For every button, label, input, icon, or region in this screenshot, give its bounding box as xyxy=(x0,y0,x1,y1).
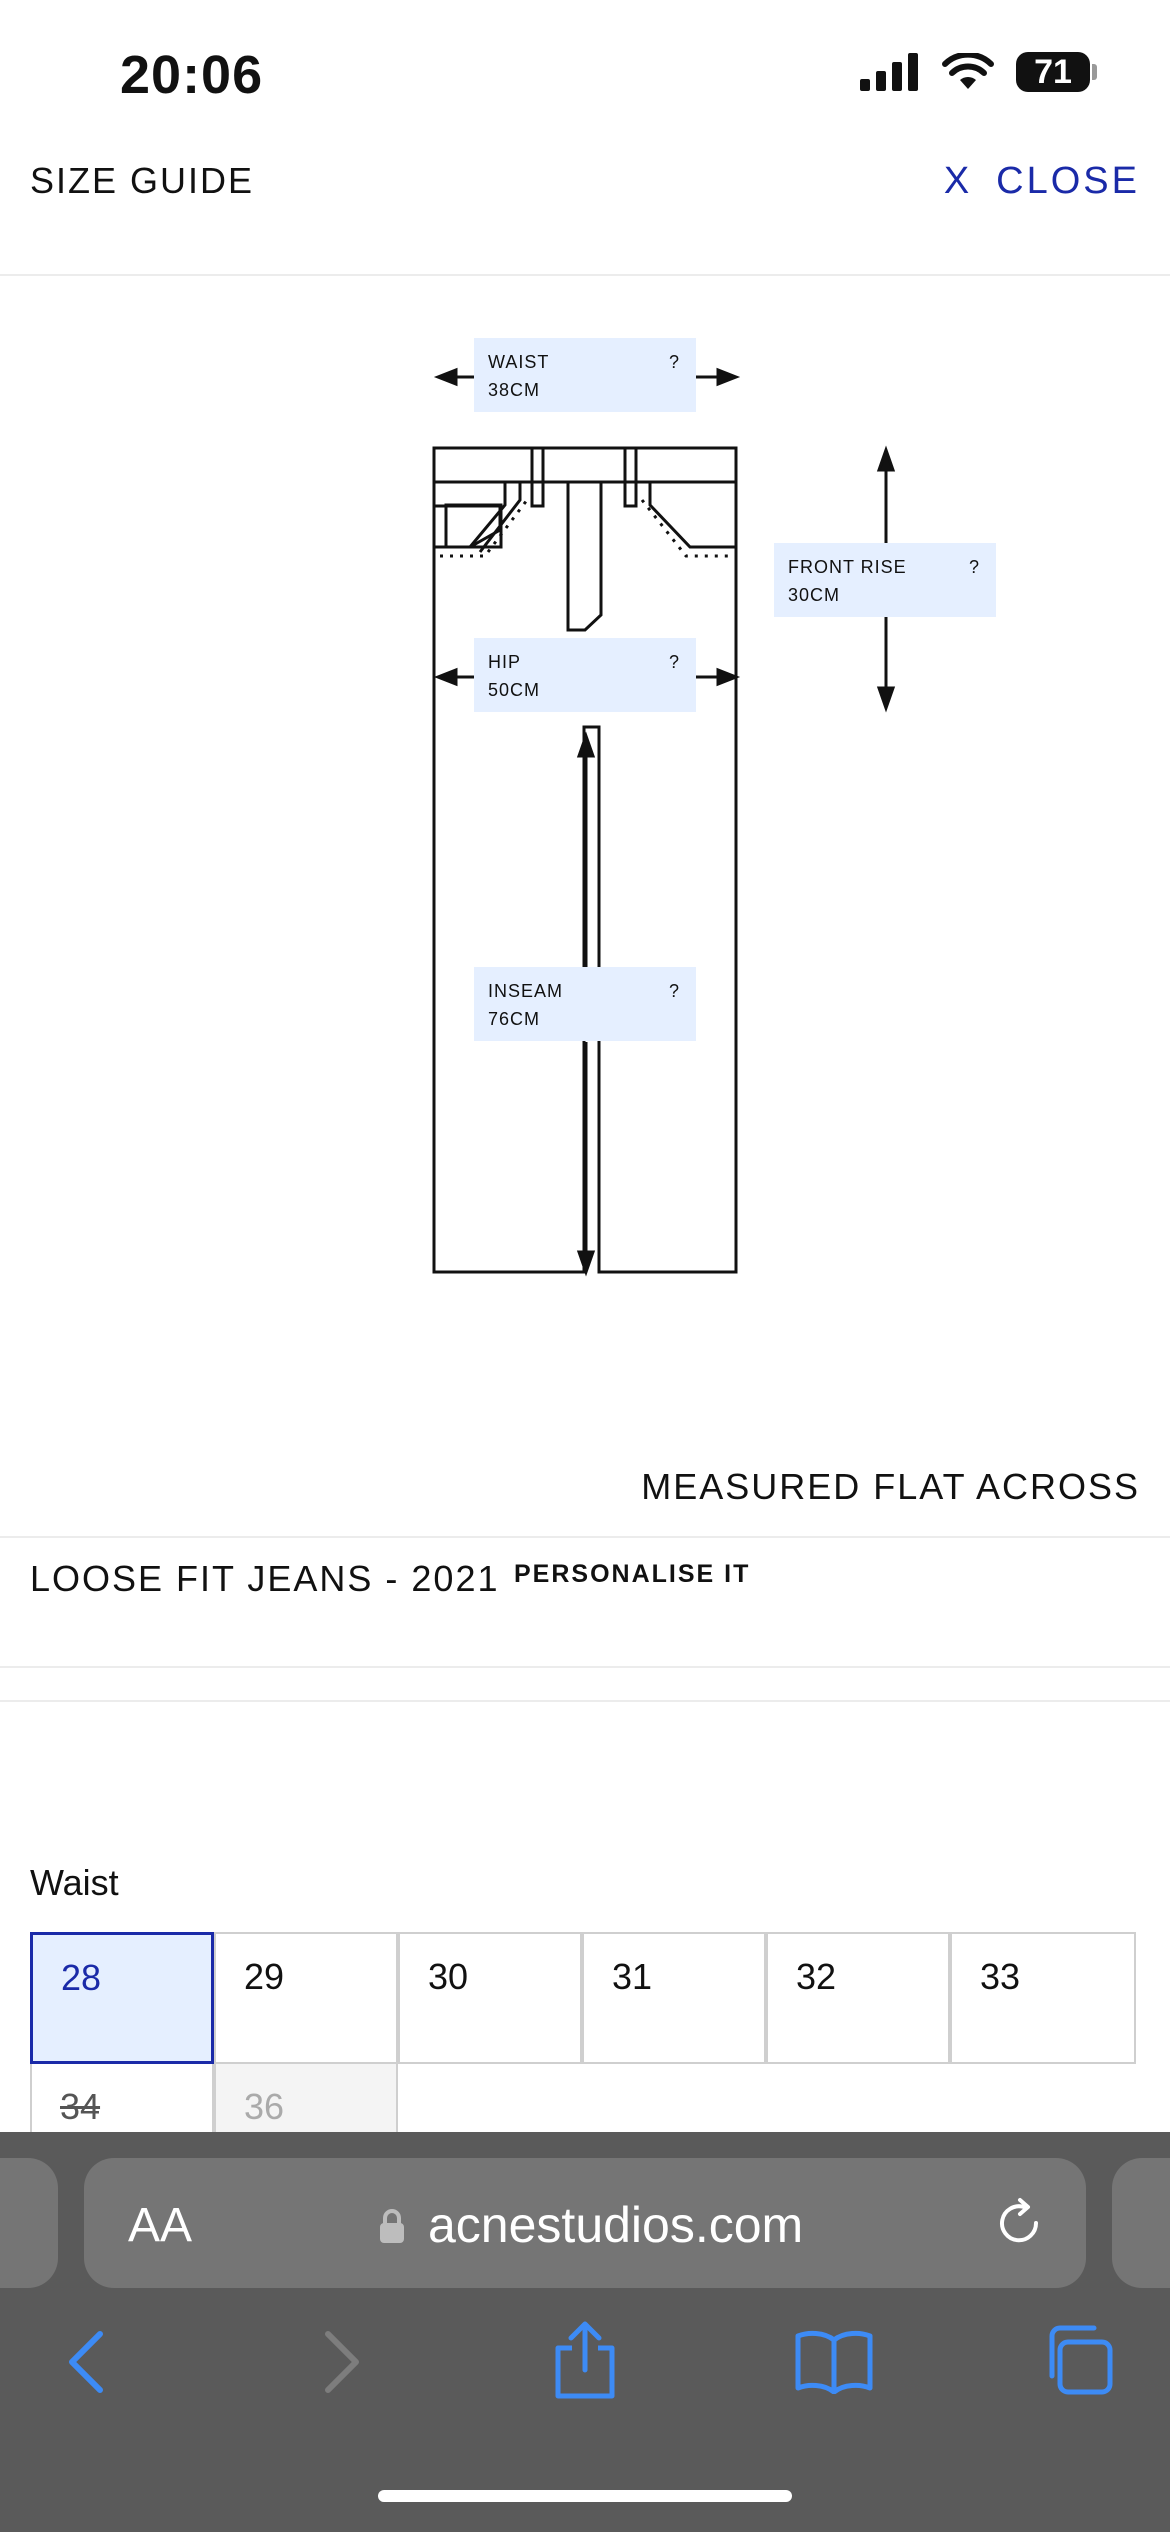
product-name: LOOSE FIT JEANS - 2021 xyxy=(30,1558,500,1599)
header-divider xyxy=(0,274,1170,276)
back-icon[interactable] xyxy=(62,2330,112,2394)
bookmarks-icon[interactable] xyxy=(794,2328,874,2394)
hip-value: 50CM xyxy=(488,680,541,700)
size-option-29[interactable]: 29 xyxy=(214,1932,398,2064)
size-option-30[interactable]: 30 xyxy=(398,1932,582,2064)
section-divider xyxy=(0,1666,1170,1668)
size-option-28[interactable]: 28 xyxy=(30,1932,214,2064)
front-rise-label[interactable] xyxy=(774,543,996,617)
inseam-help-icon[interactable]: ? xyxy=(668,981,680,1001)
home-indicator xyxy=(378,2490,792,2502)
front-rise-title: FRONT RISE xyxy=(788,557,907,577)
forward-icon xyxy=(316,2330,366,2394)
battery-indicator xyxy=(1016,52,1090,92)
hip-label[interactable] xyxy=(474,638,696,712)
size-option-34[interactable]: 34 xyxy=(30,2062,214,2194)
inseam-value: 76CM xyxy=(488,1009,541,1029)
waist-value: 38CM xyxy=(488,380,541,400)
size-option-31[interactable]: 31 xyxy=(582,1932,766,2064)
close-label[interactable]: CLOSE xyxy=(996,160,1140,202)
reload-icon[interactable] xyxy=(992,2196,1046,2250)
size-option-33[interactable]: 33 xyxy=(950,1932,1136,2064)
measured-note: MEASURED FLAT ACROSS xyxy=(641,1466,1140,1507)
waist-help-icon[interactable]: ? xyxy=(668,352,680,372)
close-button[interactable] xyxy=(944,160,1140,203)
section-divider xyxy=(0,1700,1170,1702)
inseam-label[interactable] xyxy=(474,967,696,1041)
page-title: SIZE GUIDE xyxy=(30,160,255,201)
size-option-36: 36 xyxy=(214,2062,398,2194)
next-tab-preview[interactable] xyxy=(1112,2158,1170,2288)
size-table-label: Waist xyxy=(30,1862,119,1903)
hip-help-icon[interactable]: ? xyxy=(668,652,680,672)
battery-level: 71 xyxy=(1034,52,1072,91)
front-rise-help-icon[interactable]: ? xyxy=(968,557,980,577)
section-divider xyxy=(0,1536,1170,1538)
front-rise-value: 30CM xyxy=(788,585,841,605)
waist-label[interactable] xyxy=(474,338,696,412)
close-icon[interactable]: X xyxy=(943,160,973,202)
url-domain[interactable]: acnestudios.com xyxy=(428,2197,804,2253)
waist-title: WAIST xyxy=(488,352,550,372)
status-time: 20:06 xyxy=(120,45,264,105)
lock-icon xyxy=(378,2208,406,2244)
personalise-link[interactable]: PERSONALISE IT xyxy=(514,1560,751,1588)
size-option-32[interactable]: 32 xyxy=(766,1932,950,2064)
wifi-icon xyxy=(942,53,994,91)
cellular-signal-icon xyxy=(860,53,920,91)
text-size-label[interactable]: AA xyxy=(128,2199,193,2252)
share-icon[interactable] xyxy=(550,2320,620,2400)
inseam-title: INSEAM xyxy=(488,981,564,1001)
jeans-diagram xyxy=(0,280,1170,1300)
text-size-button[interactable] xyxy=(128,2198,192,2253)
status-icons xyxy=(860,52,1090,92)
hip-title: HIP xyxy=(488,652,522,672)
previous-tab-preview[interactable] xyxy=(0,2158,58,2288)
tabs-icon[interactable] xyxy=(1042,2324,1114,2396)
